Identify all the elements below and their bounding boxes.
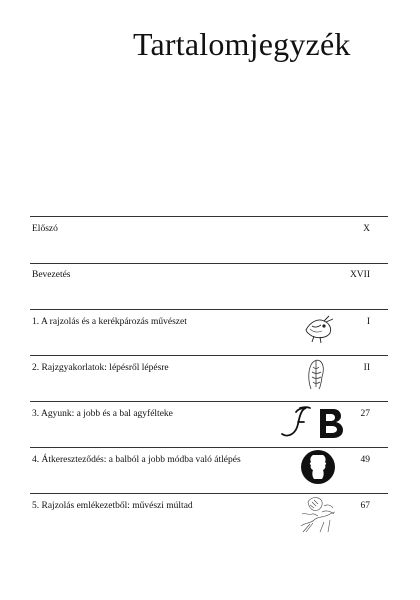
toc-entry-label: Előszó: [32, 224, 58, 234]
hand-sketch-icon: [305, 357, 327, 391]
toc-entry-page: II: [363, 363, 370, 373]
divider: [30, 216, 388, 217]
toc-entry-page: 49: [360, 455, 370, 465]
divider: [30, 447, 388, 448]
toc-entry-page: 67: [360, 501, 370, 511]
toc-entry-label: Bevezetés: [32, 270, 71, 280]
landscape-sketch-icon: [300, 494, 336, 534]
toc-entry-label: 1. A rajzolás és a kerékpározás művészet: [32, 317, 187, 327]
bird-sketch-icon: [302, 312, 336, 344]
divider: [30, 309, 388, 310]
toc-entry-bevezetes[interactable]: [30, 270, 388, 290]
divider: [30, 263, 388, 264]
calligraphy-letters-icon: [278, 404, 346, 442]
toc-entry-label: 4. Átkereszteződés: a balból a jobb módba való átlépés: [32, 455, 241, 465]
toc-entry-chapter-2[interactable]: [30, 363, 388, 383]
page-title: Tartalomjegyzék: [133, 26, 351, 62]
toc-entry-page: X: [363, 224, 370, 234]
divider: [30, 355, 388, 356]
toc-entry-page: XVII: [349, 270, 370, 280]
toc-entry-page: I: [366, 317, 370, 327]
toc-entry-label: 5. Rajzolás emlékezetből: művészi múltad: [32, 501, 193, 511]
toc-entry-eloszo[interactable]: [30, 224, 388, 244]
divider: [30, 401, 388, 402]
toc-entry-page: 27: [360, 409, 370, 419]
toc-entry-label: 2. Rajzgyakorlatok: lépésről lépésre: [32, 363, 169, 373]
faces-vase-illusion-icon: [300, 449, 336, 485]
toc-entry-label: 3. Agyunk: a jobb és a bal agyfélteke: [32, 409, 173, 419]
